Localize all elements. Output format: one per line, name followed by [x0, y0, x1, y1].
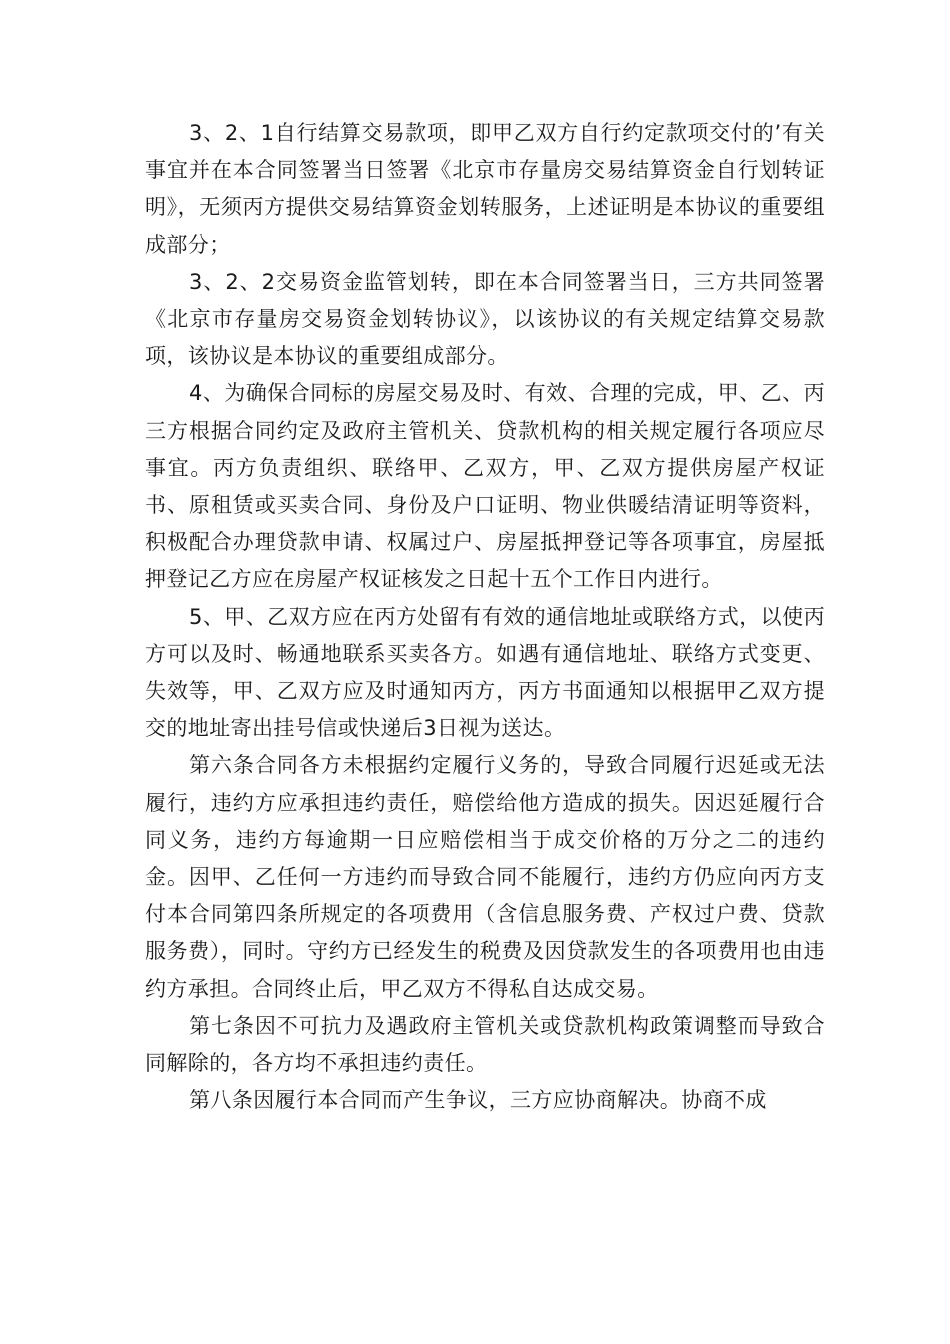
paragraph-4: 4、为确保合同标的房屋交易及时、有效、合理的完成，甲、乙、丙三方根据合同约定及政府主管机关、贷款机构的相关规定履行各项应尽事宜。丙方负责组织、联络甲、乙双方，甲、乙双方提供房屋产权证书、原租赁或买卖合同、身份及户口证明、物业供暖结清证明等资料，积极配合办理贷款申请、权属过户、房屋抵押登记等各项事宜，房屋抵押登记乙方应在房屋产权证核发之日起十五个工作日内进行。 — [145, 381, 825, 592]
article-6: 第六条合同各方未根据约定履行义务的，导致合同履行迟延或无法履行，违约方应承担违约责任，赔偿给他方造成的损失。因迟延履行合同义务，违约方每逾期一日应赔偿相当于成交价格的万分之二的违约金。因甲、乙任何一方违约而导致合同不能履行，违约方仍应向丙方支付本合同第四条所规定的各项费用（含信息服务费、产权过户费、贷款服务费），同时。守约方已经发生的税费及因贷款发生的各项费用也由违约方承担。合同终止后，甲乙双方不得私自达成交易。 — [145, 753, 825, 1001]
paragraph-3-2-1: 3、2、1自行结算交易款项，即甲乙双方自行约定款项交付的’有关事宜并在本合同签署当日签署《北京市存量房交易结算资金自行划转证明》，无须丙方提供交易结算资金划转服务，上述证明是本协议的重要组成部分； — [145, 121, 825, 257]
article-8: 第八条因履行本合同而产生争议，三方应协商解决。协商不成 — [189, 1088, 767, 1113]
article-7: 第七条因不可抗力及遇政府主管机关或贷款机构政策调整而导致合同解除的，各方均不承担违约责任。 — [145, 1013, 825, 1076]
paragraph-5: 5、甲、乙双方应在丙方处留有有效的通信地址或联络方式，以使丙方可以及时、畅通地联系买卖各方。如遇有通信地址、联络方式变更、失效等，甲、乙双方应及时通知丙方，丙方书面通知以根据甲乙双方提交的地址寄出挂号信或快递后3日视为送达。 — [145, 604, 825, 741]
paragraph-3-2-2: 3、2、2交易资金监管划转，即在本合同签署当日，三方共同签署《北京市存量房交易资金划转协议》，以该协议的有关规定结算交易款项，该协议是本协议的重要组成部分。 — [145, 269, 825, 369]
document-body — [145, 115, 825, 1119]
